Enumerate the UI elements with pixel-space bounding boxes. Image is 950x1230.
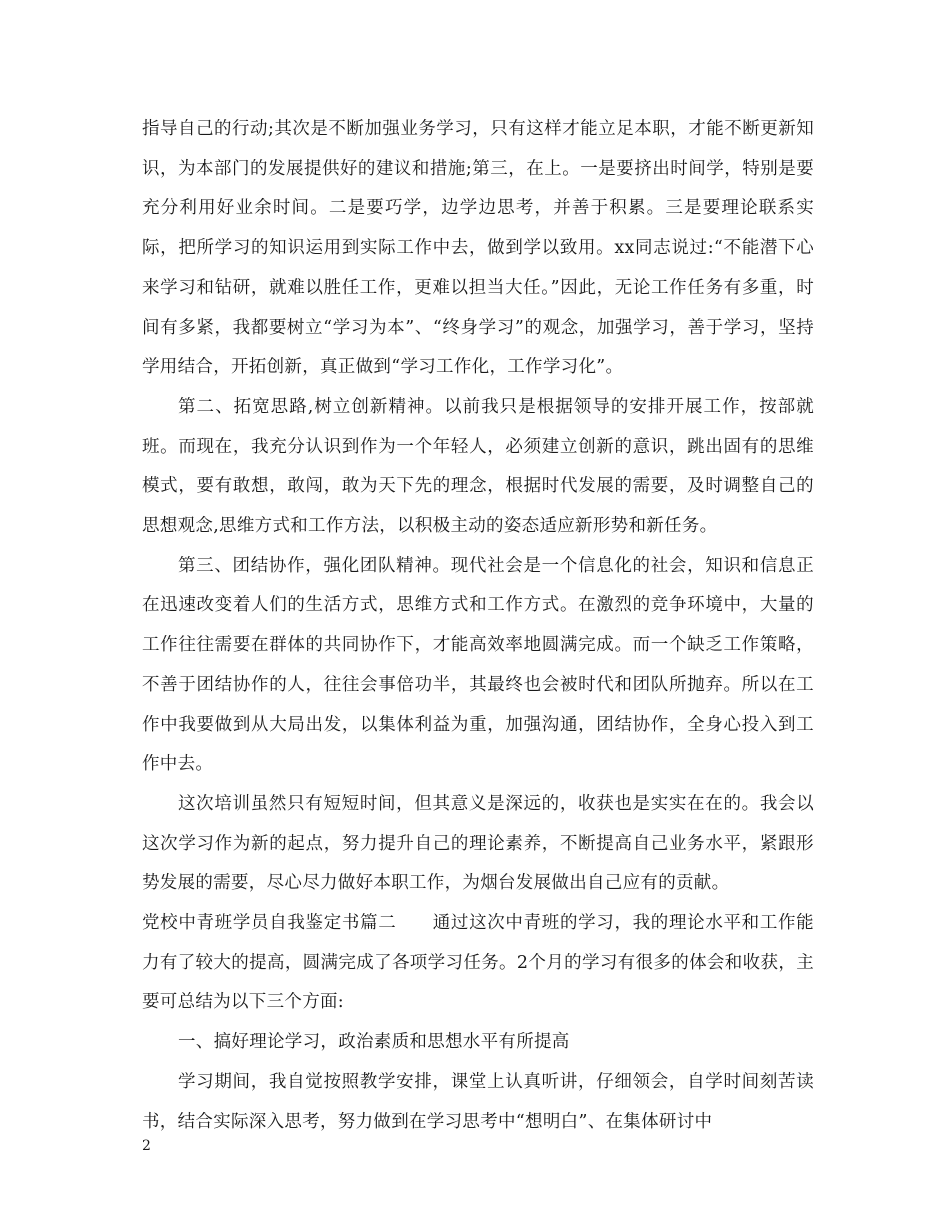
paragraph-3: 第三、团结协作，强化团队精神。现代社会是一个信息化的社会，知识和信息正在迅速改变着人们的生活方式，思维方式和工作方式。在激烈的竞争环境中，大量的工作往往需要在群体的共同协作下，才能高效率地圆满完成。而一个缺乏工作策略，不善于团结协作的人，往往会事倍功半，其最终也会被时代和团队所抛弃。所以在工作中我要做到从大局出发，以集体利益为重，加强沟通，团结协作，全身心投入到工作中去。	[142, 555, 814, 775]
paragraph-1: 指导自己的行动;其次是不断加强业务学习，只有这样才能立足本职，才能不断更新知识，为本部门的发展提供好的建议和措施;第三，在上。一是要挤出时间学，特别是要充分利用好业余时间。二是要巧学，边学边思考，并善于积累。三是要理论联系实际，把所学习的知识运用到实际工作中去，做到学以致用。xx同志说过:“不能潜下心来学习和钻研，就难以胜任工作，更难以担当大任。”因此，无论工作任务有多重，时间有多紧，我都要树立“学习为本”、“终身学习”的观念，加强学习，善于学习，坚持学用结合，开拓创新，真正做到“学习工作化，工作学习化”。	[142, 119, 814, 378]
document-body	[142, 110, 814, 1142]
paragraph-5-section-heading: 党校中青班学员自我鉴定书篇二 通过这次中青班的学习，我的理论水平和工作能力有了较大的提高，圆满完成了各项学习任务。2个月的学习有很多的体会和收获，主要可总结为以下三个方面:	[142, 913, 814, 1013]
paragraph-6-subheading: 一、搞好理论学习，政治素质和思想水平有所提高	[178, 1032, 570, 1053]
paragraph-2: 第二、拓宽思路,树立创新精神。以前我只是根据领导的安排开展工作，按部就班。而现在，我充分认识到作为一个年轻人，必须建立创新的意识，跳出固有的思维模式，要有敢想，敢闯，敢为天下先的理念，根据时代发展的需要，及时调整自己的思想观念,思维方式和工作方法，以积极主动的姿态适应新形势和新任务。	[142, 396, 814, 537]
paragraph-7: 学习期间，我自觉按照教学安排，课堂上认真听讲，仔细领会，自学时间刻苦读书，结合实际深入思考，努力做到在学习思考中“想明白”、在集体研讨中	[142, 1071, 814, 1132]
page-number: 2	[142, 1138, 151, 1154]
paragraph-4: 这次培训虽然只有短短时间，但其意义是深远的，收获也是实实在在的。我会以这次学习作为新的起点，努力提升自己的理论素养，不断提高自己业务水平，紧跟形势发展的需要，尽心尽力做好本职工作，为烟台发展做出自己应有的贡献。	[142, 793, 814, 894]
